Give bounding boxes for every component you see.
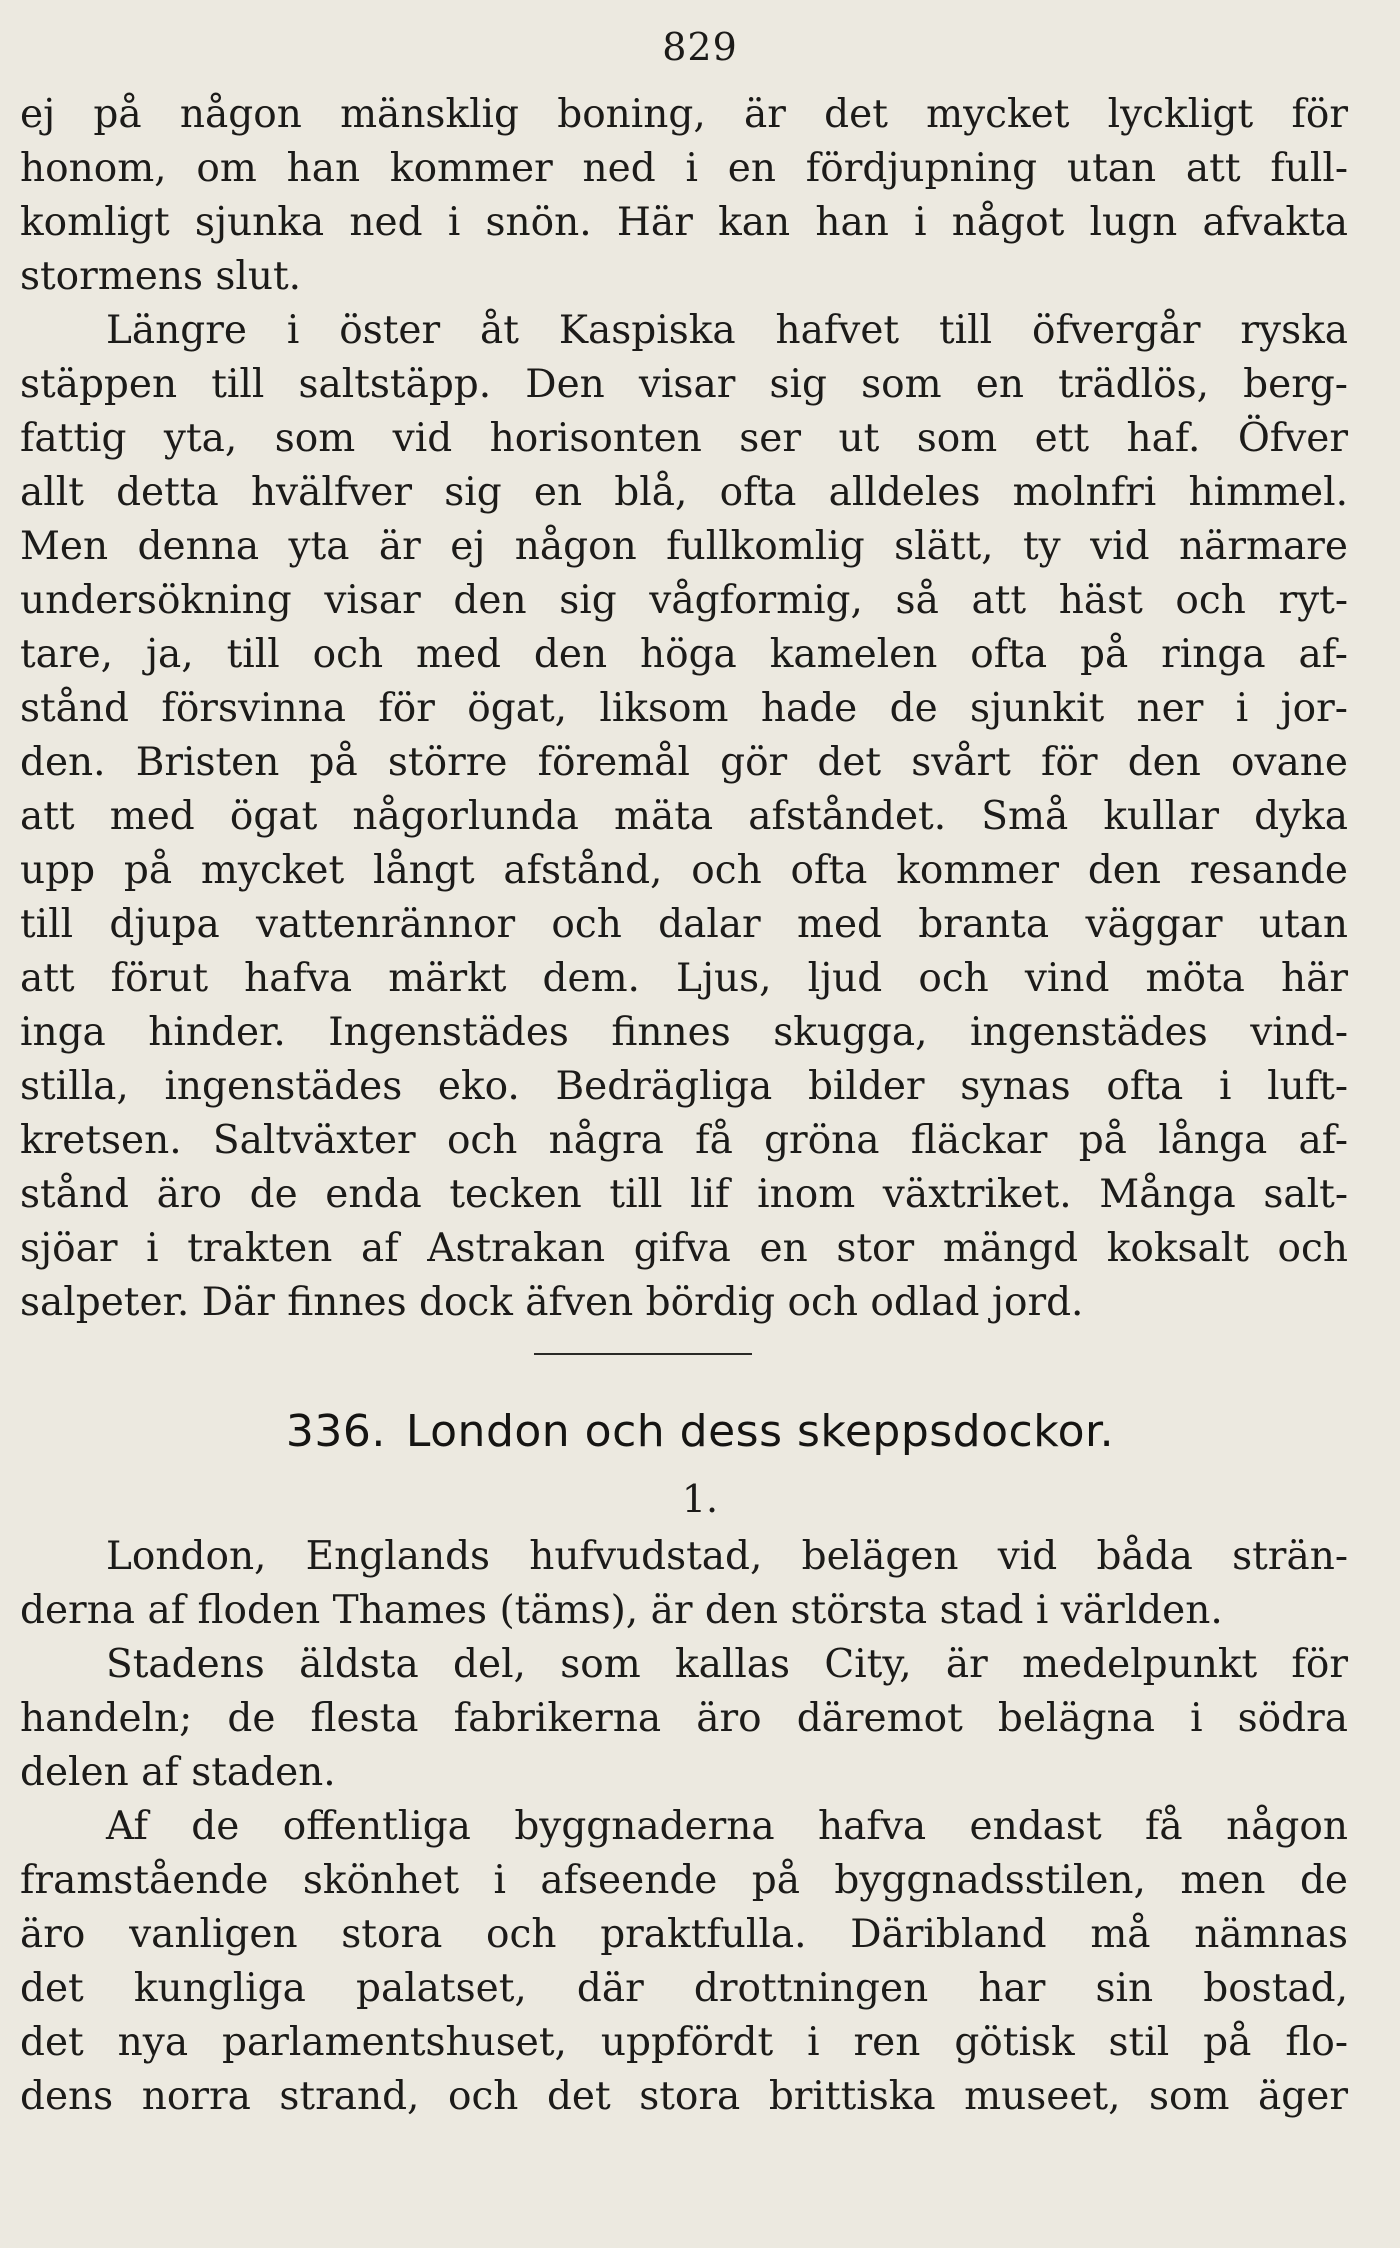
text-line: den. Bristen på större föremål gör det svårt för den ovane [20,740,1348,785]
text-line: Längre i öster åt Kaspiska hafvet till öfvergår ryska [106,308,1348,353]
section-divider [534,1353,752,1355]
continued-text-block [20,88,1348,1330]
text-line: äro vanligen stora och praktfulla. Däribland må nämnas [20,1912,1348,1957]
text-line: honom, om han kommer ned i en fördjupning utan att full- [20,146,1348,191]
text-line: Men denna yta är ej någon fullkomlig slätt, ty vid närmare [20,524,1348,569]
section-number: 336. [285,1406,386,1457]
text-line: allt detta hvälfver sig en blå, ofta alldeles molnfri himmel. [20,470,1348,515]
page-number: 829 [662,25,738,69]
text-line: London, Englands hufvudstad, belägen vid båda strän- [106,1534,1348,1579]
text-line: fattig yta, som vid horisonten ser ut som ett haf. Öfver [20,416,1348,461]
text-line: stånd försvinna för ögat, liksom hade de sjunkit ner i jor- [20,686,1348,731]
text-line: handeln; de flesta fabrikerna äro däremot belägna i södra [20,1696,1348,1741]
text-line: framstående skönhet i afseende på byggnadsstilen, men de [20,1858,1348,1903]
text-line: kretsen. Saltväxter och några få gröna fläckar på långa af- [20,1118,1348,1163]
text-line: Stadens äldsta del, som kallas City, är medelpunkt för [106,1642,1348,1687]
text-line: det nya parlamentshuset, uppfördt i ren götisk stil på flo- [20,2020,1348,2065]
text-line: salpeter. Där finnes dock äfven bördig och odlad jord. [20,1280,1084,1325]
text-line: delen af staden. [20,1750,336,1795]
text-line: till djupa vattenrännor och dalar med branta väggar utan [20,902,1348,947]
text-line: att förut hafva märkt dem. Ljus, ljud och vind möta här [20,956,1348,1001]
subsection-number: 1. [681,1477,719,1521]
text-line: komligt sjunka ned i snön. Här kan han i något lugn afvakta [20,200,1348,245]
text-line: tare, ja, till och med den höga kamelen ofta på ringa af- [20,632,1348,677]
text-line: undersökning visar den sig vågformig, så att häst och ryt- [20,578,1348,623]
text-line: Af de offentliga byggnaderna hafva endast få någon [106,1804,1348,1849]
text-line: derna af floden Thames (täms), är den största stad i världen. [20,1588,1223,1633]
text-line: sjöar i trakten af Astrakan gifva en stor mängd koksalt och [20,1226,1348,1271]
section-title: London och dess skeppsdockor. [405,1406,1115,1457]
text-line: inga hinder. Ingenstädes finnes skugga, ingenstädes vind- [20,1010,1348,1055]
text-line: dens norra strand, och det stora brittiska museet, som äger [20,2074,1348,2119]
text-line: stilla, ingenstädes eko. Bedrägliga bilder synas ofta i luft- [20,1064,1348,1109]
section-heading [0,1404,1400,1460]
text-line: stånd äro de enda tecken till lif inom växtriket. Många salt- [20,1172,1348,1217]
text-line: det kungliga palatset, där drottningen har sin bostad, [20,1966,1348,2011]
text-line: att med ögat någorlunda mäta afståndet. Små kullar dyka [20,794,1348,839]
text-line: upp på mycket långt afstånd, och ofta kommer den resande [20,848,1348,893]
text-line: stäppen till saltstäpp. Den visar sig som en trädlös, berg- [20,362,1348,407]
text-line: stormens slut. [20,254,302,299]
section-text-block [20,1530,1348,2124]
text-line: ej på någon mänsklig boning, är det mycket lyckligt för [20,92,1348,137]
